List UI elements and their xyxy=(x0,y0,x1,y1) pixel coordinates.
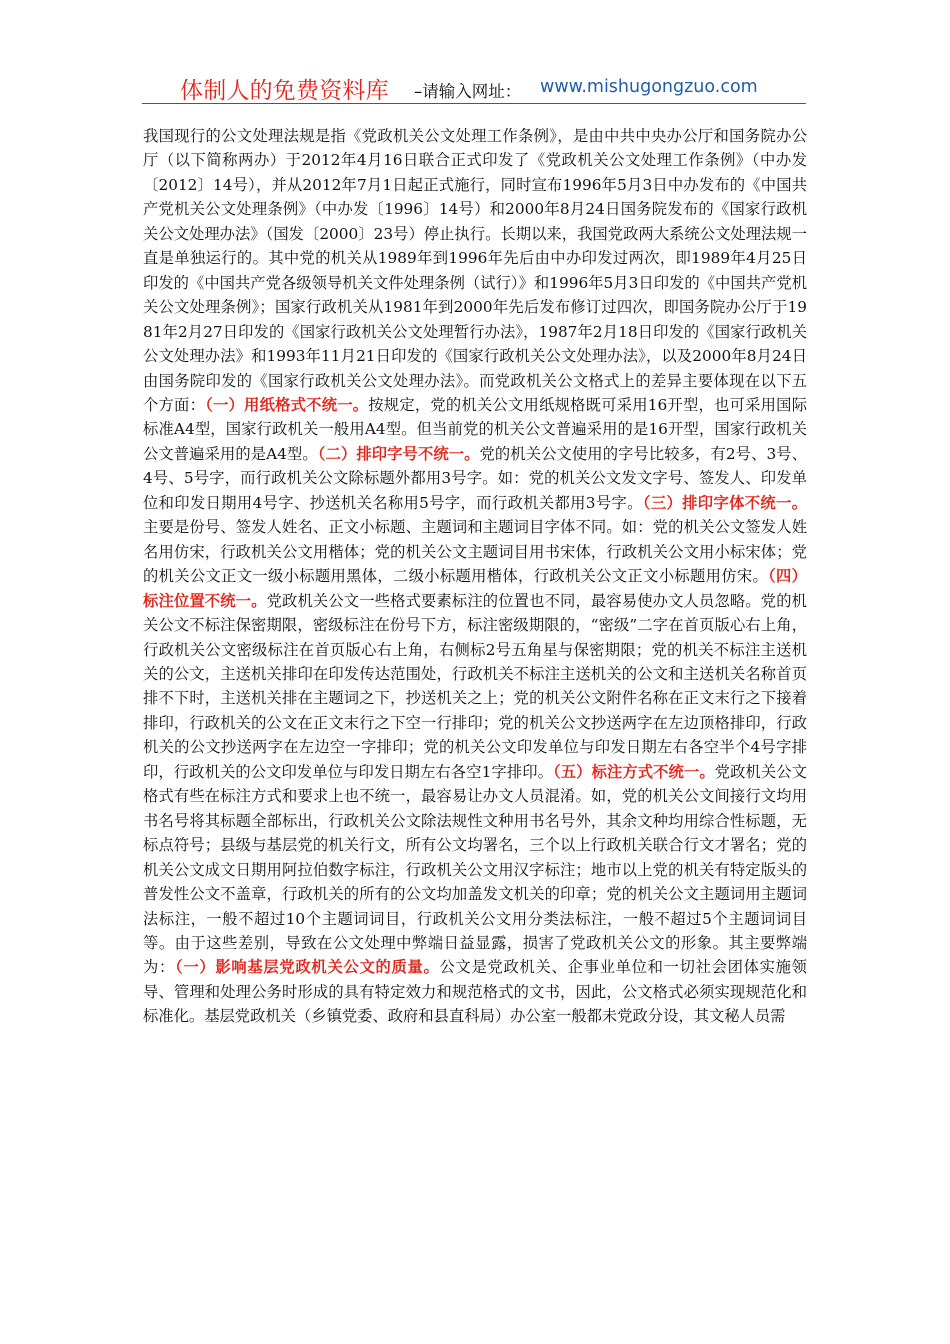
body-text-segment: 主要是份号、签发人姓名、正文小标题、主题词和主题词目字体不同。如：党的机关公文签发人姓名用仿宋，行政机关公文用楷体；党的机关公文主题词目用书宋体，行政机关公文用小标宋体；党的机关公文正文一级小标题用黑体，二级小标题用楷体，行政机关公文正文小标题用仿宋。 xyxy=(143,518,807,586)
website-link[interactable]: www.mishugongzuo.com xyxy=(540,77,758,97)
highlighted-heading: （二）排印字号不统一。 xyxy=(317,444,480,463)
url-prompt: –请输入网址： xyxy=(414,82,522,101)
highlighted-heading: （一）影响基层党政机关公文的质量。 xyxy=(175,958,440,977)
highlighted-heading: （五）标注方式不统一。 xyxy=(553,762,715,781)
document-body xyxy=(143,124,807,1029)
body-text-segment: 党的机关公文使用的字号比较多，有2号、3号、4号、5号字，而行政机关公文除标题外都用3号字。如：党的机关公文发文字号、签发人、印发单位和印发日期用4号字、抄送机关名称用5号字，而行政机关都用3号字。 xyxy=(143,444,807,512)
body-text-segment: 党政机关公文一些格式要素标注的位置也不同，最容易使办文人员忽略。党的机关公文不标注保密期限，密级标注在份号下方，标注密级期限的，“密级”二字在首页版心右上角，行政机关公文密级标注在首页版心右上角，右侧标2号五角星与保密期限；党的机关不标注主送机关的公文，主送机关排印在印发传达范围处，行政机关不标注主送机关的公文和主送机关名称首页排不下时，主送机关排在主题词之下，抄送机关之上；党的机关公文附件名称在正文末行之下接着排印，行政机关的公文在正文末行之下空一行排印；党的机关公文抄送两字在左边顶格排印，行政机关的公文抄送两字在左边空一字排印；党的机关公文印发单位与印发日期左右各空半个4号字排印，行政机关的公文印发单位与印发日期左右各空1字排印。 xyxy=(143,591,807,781)
body-text-segment: 我国现行的公文处理法规是指《党政机关公文处理工作条例》，是由中共中央办公厅和国务院办公厅（以下简称两办）于2012年4月16日联合正式印发了《党政机关公文处理工作条例》（中办发〔2012〕14号），并从2012年7月1日起正式施行，同时宣布1996年5月3日中办发布的《中国共产党机关公文处理条例》（中办发〔1996〕14号）和2000年8月24日国务院发布的《国家行政机关公文处理办法》（国发〔2000〕23号）停止执行。长期以来，我国党政两大系统公文处理法规一直是单独运行的。其中党的机关从1989年到1996年先后由中办印发过两次，即1989年4月25日印发的《中国共产党各级领导机关文件处理条例（试行）》和1996年5月3日印发的《中国共产党机关公文处理条例》；国家行政机关从1981年到2000年先后发布修订过四次，即国务院办公厅于1981年2月27日印发的《国家行政机关公文处理暂行办法》，1987年2月18日印发的《国家行政机关公文处理办法》和1993年11月21日印发的《国家行政机关公文处理办法》，以及2000年8月24日由国务院印发的《国家行政机关公文处理办法》。而党政机关公文格式上的差异主要体现在以下五个方面： xyxy=(143,127,807,414)
highlighted-heading: （一）用纸格式不统一。 xyxy=(205,395,369,414)
highlighted-heading: （四）标注位置不统一。 xyxy=(143,567,807,610)
body-text-segment: 党政机关公文格式有些在标注方式和要求上也不统一，最容易让办文人员混淆。如，党的机关公文间接行文均用书名号将其标题全部标出，行政机关公文除法规性文种用书名号外，其余文种均用综合性标题，无标点符号；县级与基层党的机关行文，所有公文均署名，三个以上行政机关联合行文才署名；党的机关公文成文日期用阿拉伯数字标注，行政机关公文用汉字标注；地市以上党的机关有特定版头的普发性公文不盖章，行政机关的所有的公文均加盖发文机关的印章；党的机关公文主题词用主题词法标注，一般不超过10个主题词词目，行政机关公文用分类法标注，一般不超过5个主题词词目等。由于这些差别，导致在公文处理中弊端日益显露，损害了党政机关公文的形象。其主要弊端为： xyxy=(143,762,807,977)
brand-title: 体制人的免费资料库 xyxy=(180,78,389,104)
header-divider xyxy=(142,103,806,104)
body-text-segment: 公文是党政机关、企事业单位和一切社会团体实施领导、管理和处理公务时形成的具有特定效力和规范格式的文书，因此，公文格式必须实现规范化和标准化。基层党政机关（乡镇党委、政府和县直科局）办公室一般都未党政分设，其文秘人员需 xyxy=(143,958,807,1026)
site-header xyxy=(142,70,806,104)
highlighted-heading: （三）排印字体不统一。 xyxy=(642,493,807,512)
body-text-segment: 按规定，党的机关公文用纸规格既可采用16开型，也可采用国际标准A4型，国家行政机关一般用A4型。但当前党的机关公文普遍采用的是16开型，国家行政机关公文普遍采用的是A4型。 xyxy=(143,395,807,463)
